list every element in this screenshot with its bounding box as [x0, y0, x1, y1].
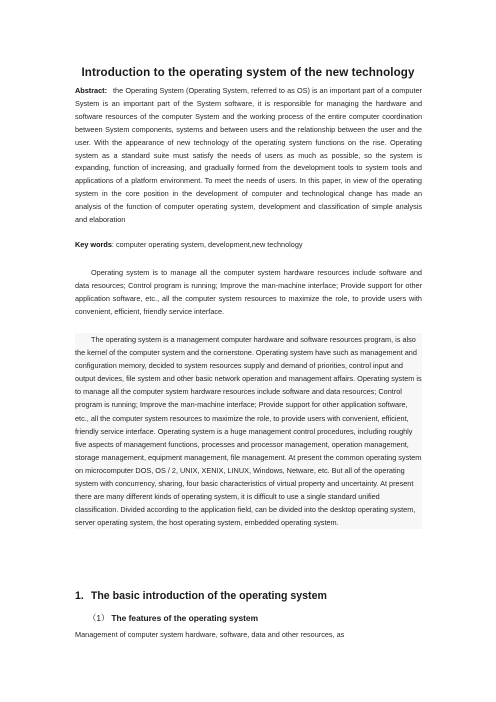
keywords-label: Key words [75, 240, 112, 249]
abstract-label: Abstract: [75, 86, 108, 95]
subsection-title: The features of the operating system [111, 613, 259, 623]
body-paragraph: The operating system is a management computer hardware and software resources program, is also the kernel of the computer system and the cornerstone. Operating system have such as management and configuration memory, decided to system resources supply and demand of priorities, control input and output devices, file system and other basic network operation and management affairs. Operating system is to manage all the computer system hardware resources include software and data resources; Control program is running; Improve the man-machine interface; Provide support for other application software, etc., all the computer system resources to maximize the role, to provide users with convenient, efficient, friendly service interface. Operating system is a huge management control procedures, including roughly five aspects of management functions, processes and processor management, operation management, storage management, equipment management, file management. At present the common operating system on microcomputer DOS, OS / 2, UNIX, XENIX, LINUX, Windows, Netware, etc. But all of the operating system with concurrency, sharing, four basic characteristics of virtual property and uncertainty. At present there are many different kinds of operating system, it is difficult to use a single standard unified classification. Divided according to the application field, can be divided into the desktop operating system, server operating system, the host operating system, embedded operating system. [75, 333, 422, 529]
section-number: 1. [75, 590, 84, 602]
keywords-text: : computer operating system, development,new technology [111, 240, 303, 249]
section-heading [75, 590, 327, 602]
abstract-block [75, 85, 422, 227]
document-title: Introduction to the operating system of the new technology [81, 66, 415, 79]
keywords-line [75, 239, 422, 252]
subsection-heading [88, 612, 258, 624]
tail-paragraph: Management of computer system hardware, software, data and other resources, as [75, 630, 345, 639]
section-title: The basic introduction of the operating system [90, 590, 327, 602]
intro-paragraph: Operating system is to manage all the computer system hardware resources include software and data resources; Control program is running; Improve the man-machine interface; Provide support for other application software, etc., all the computer system resources to maximize the role, to provide users with convenient, efficient, friendly service interface. [75, 268, 422, 317]
subsection-number: （1） [88, 613, 110, 623]
abstract-text: the Operating System (Operating System, referred to as OS) is an important part of a computer System is an important part of the System software, it is responsible for managing the hardware and software resources of the computer System and the working process of the entire computer coordination between System components, systems and between users and the relationship between the user and the user. With the appearance of new technology of the operating system functions on the rise. Operating system as a standard suite must satisfy the needs of users as much as possible, so the system is expanding, function of increasing, and gradually formed from the development tools to system tools and applications of a platform environment. To meet the needs of users. In this paper, in view of the operating system in the core position in the development of computer and technological change has made an analysis of the function of computer operating system, development and classification of simple analysis and elaboration [75, 86, 422, 225]
